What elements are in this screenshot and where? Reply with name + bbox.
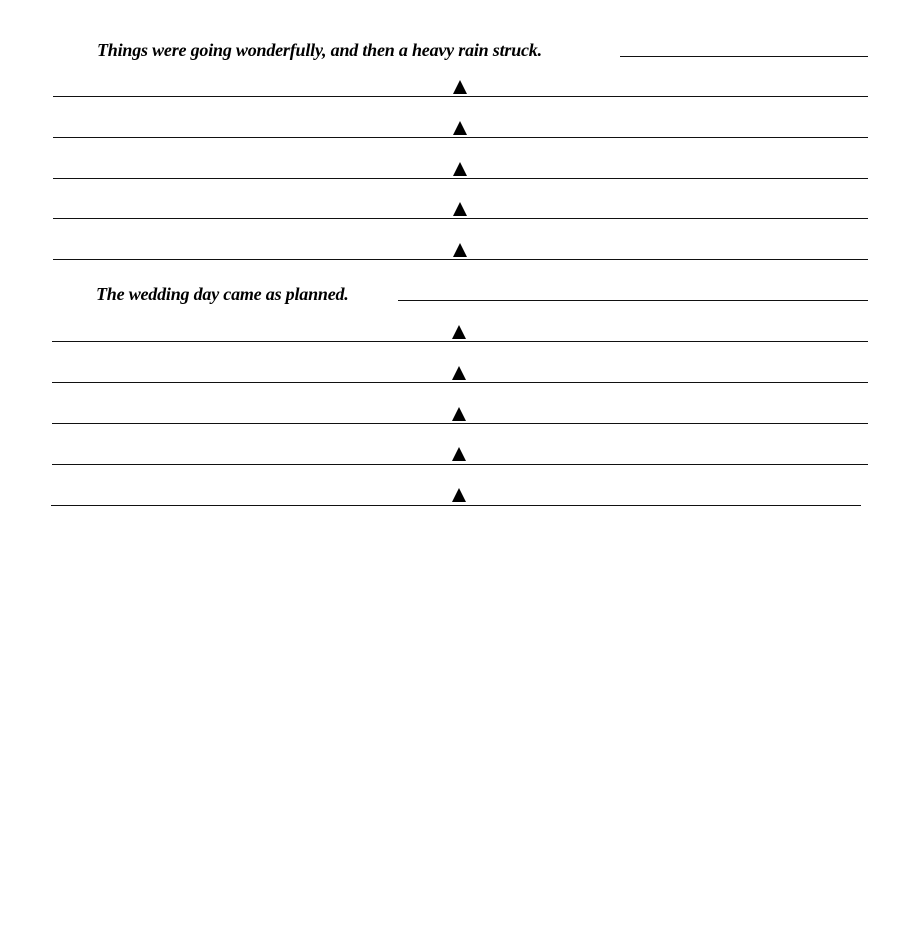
up-triangle-icon: [453, 202, 467, 216]
up-triangle-icon: [453, 162, 467, 176]
answer-line[interactable]: [53, 137, 868, 138]
answer-line[interactable]: [51, 505, 861, 506]
answer-line[interactable]: [53, 178, 868, 179]
up-triangle-icon: [453, 121, 467, 135]
answer-line[interactable]: [53, 218, 868, 219]
up-triangle-icon: [453, 80, 467, 94]
up-triangle-icon: [452, 325, 466, 339]
up-triangle-icon: [452, 447, 466, 461]
answer-line[interactable]: [53, 96, 868, 97]
up-triangle-icon: [452, 488, 466, 502]
answer-line[interactable]: [52, 464, 868, 465]
up-triangle-icon: [452, 366, 466, 380]
answer-line[interactable]: [52, 341, 868, 342]
answer-line[interactable]: [52, 423, 868, 424]
prompt-2-answer-line[interactable]: [398, 300, 868, 301]
up-triangle-icon: [452, 407, 466, 421]
prompt-2-text: The wedding day came as planned.: [96, 284, 349, 304]
prompt-1-text: Things were going wonderfully, and then a heavy rain struck.: [97, 40, 542, 60]
up-triangle-icon: [453, 243, 467, 257]
prompt-1-answer-line[interactable]: [620, 56, 868, 57]
answer-line[interactable]: [52, 382, 868, 383]
answer-line[interactable]: [53, 259, 868, 260]
